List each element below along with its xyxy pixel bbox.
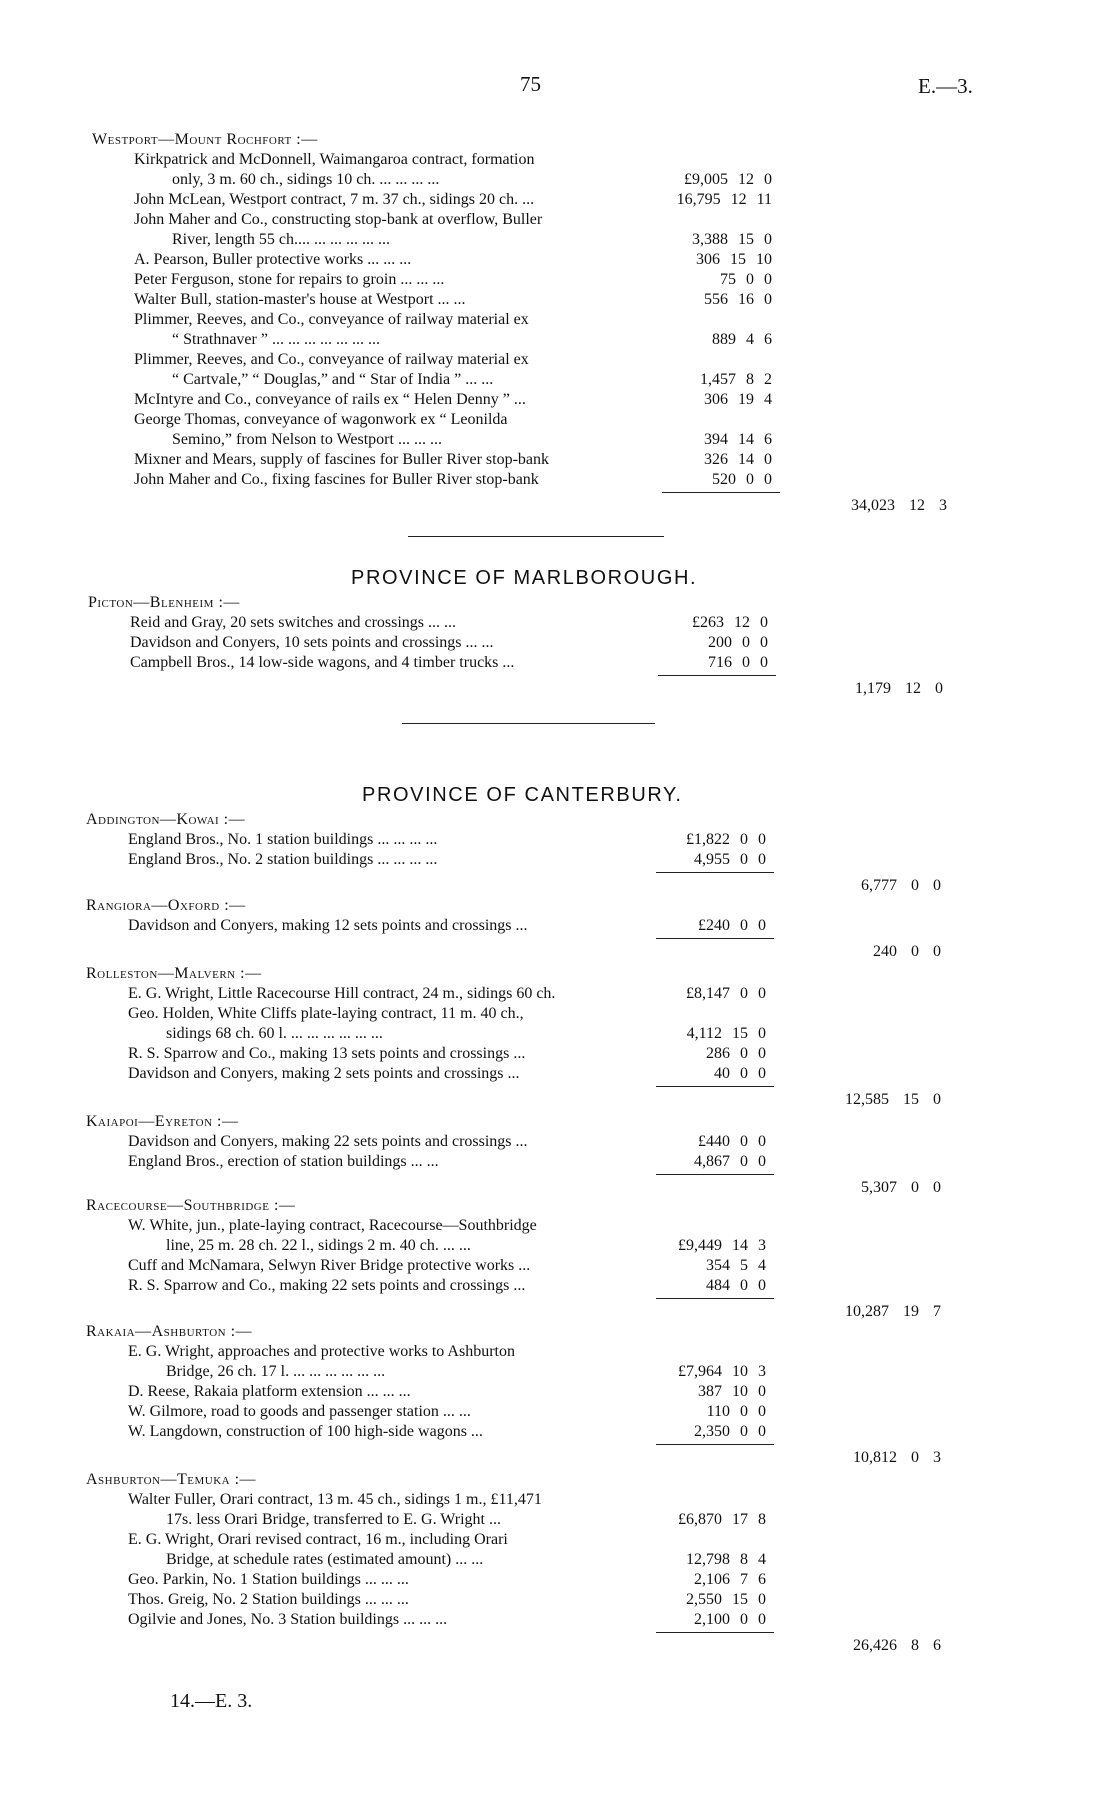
line-item-amount: 2,100 0 0 [694,1611,766,1628]
subtotal-rule [662,492,780,493]
subtotal-rule [656,1444,774,1445]
line-item-amount: 4,955 0 0 [694,851,766,868]
line-item-amount: 1,457 8 2 [700,371,772,388]
line-item-description: John McLean, Westport contract, 7 m. 37 ch., sidings 20 ch. ... [134,191,535,208]
divider-rule [402,723,655,724]
line-item-description: “ Strathnaver ” ... ... ... ... ... ... ... [172,331,380,348]
line-item-amount: 3,388 15 0 [692,231,772,248]
section-total: 26,426 8 6 [853,1637,941,1654]
line-item-amount: 387 10 0 [698,1383,766,1400]
section-total: 6,777 0 0 [861,877,941,894]
line-item-amount: 4,867 0 0 [694,1153,766,1170]
line-item-description: Campbell Bros., 14 low-side wagons, and 4 timber trucks ... [130,654,515,671]
section-total: 10,812 0 3 [853,1449,941,1466]
line-item-description: England Bros., No. 1 station buildings ... ... ... ... [128,831,438,848]
section-total: 12,585 15 0 [845,1091,941,1108]
line-item-amount: 326 14 0 [704,451,772,468]
line-item-description: line, 25 m. 28 ch. 22 l., sidings 2 m. 40 ch. ... ... [166,1237,471,1254]
line-item-description: John Maher and Co., constructing stop-bank at overflow, Buller [134,211,543,228]
line-item-description: Bridge, 26 ch. 17 l. ... ... ... ... ... ... [166,1363,386,1380]
line-item-description: E. G. Wright, Orari revised contract, 16 m., including Orari [128,1531,508,1548]
line-item-description: Walter Fuller, Orari contract, 13 m. 45 ch., sidings 1 m., £11,471 [128,1491,542,1508]
line-item-description: Davidson and Conyers, 10 sets points and crossings ... ... [130,634,494,651]
line-item-amount: 4,112 15 0 [686,1025,766,1042]
line-item-amount: £240 0 0 [698,917,766,934]
line-item-amount: £8,147 0 0 [686,985,766,1002]
line-item-amount: 286 0 0 [706,1045,766,1062]
line-item-amount: 889 4 6 [712,331,772,348]
line-item-description: A. Pearson, Buller protective works ... ... ... [134,251,412,268]
section-title: Rolleston—Malvern :— [86,965,262,982]
line-item-description: E. G. Wright, approaches and protective works to Ashburton [128,1343,515,1360]
line-item-amount: 110 0 0 [706,1403,766,1420]
line-item-description: R. S. Sparrow and Co., making 22 sets points and crossings ... [128,1277,526,1294]
line-item-description: W. Langdown, construction of 100 high-side wagons ... [128,1423,483,1440]
line-item-amount: 716 0 0 [708,654,768,671]
contract-section [92,130,992,514]
line-item-amount: 306 15 10 [696,251,772,268]
line-item-amount: 556 16 0 [704,291,772,308]
contract-section [86,964,986,1108]
line-item-description: 17s. less Orari Bridge, transferred to E. G. Wright ... [166,1511,501,1528]
subtotal-rule [658,675,776,676]
line-item-description: Kirkpatrick and McDonnell, Waimangaroa contract, formation [134,151,535,168]
line-item-amount: 354 5 4 [706,1257,766,1274]
line-item-amount: £7,964 10 3 [678,1363,766,1380]
contract-section [86,1322,986,1466]
line-item-description: Semino,” from Nelson to Westport ... ... ... [172,431,442,448]
contract-section [86,896,986,960]
document-reference: E.—3. [918,74,973,98]
line-item-amount: 2,350 0 0 [694,1423,766,1440]
subtotal-rule [656,1086,774,1087]
contract-section [86,1196,986,1320]
line-item-description: Peter Ferguson, stone for repairs to groin ... ... ... [134,271,445,288]
line-item-description: only, 3 m. 60 ch., sidings 10 ch. ... ... ... ... [172,171,440,188]
line-item-description: Plimmer, Reeves, and Co., conveyance of railway material ex [134,311,529,328]
line-item-description: “ Cartvale,” “ Douglas,” and “ Star of India ” ... ... [172,371,494,388]
line-item-description: Plimmer, Reeves, and Co., conveyance of railway material ex [134,351,529,368]
subtotal-rule [656,1632,774,1633]
line-item-description: River, length 55 ch.... ... ... ... ... ... [172,231,390,248]
line-item-amount: 2,550 15 0 [686,1591,766,1608]
line-item-description: Davidson and Conyers, making 22 sets points and crossings ... [128,1133,528,1150]
line-item-amount: 200 0 0 [708,634,768,651]
line-item-amount: 520 0 0 [712,471,772,488]
line-item-description: R. S. Sparrow and Co., making 13 sets points and crossings ... [128,1045,526,1062]
section-total: 34,023 12 3 [851,497,947,514]
line-item-description: Geo. Parkin, No. 1 Station buildings ... ... ... [128,1571,409,1588]
subtotal-rule [656,872,774,873]
line-item-description: Davidson and Conyers, making 2 sets points and crossings ... [128,1065,520,1082]
contract-section [88,593,988,697]
subtotal-rule [656,1298,774,1299]
line-item-amount: £6,870 17 8 [678,1511,766,1528]
province-heading-canterbury: PROVINCE OF CANTERBURY. [362,784,683,806]
section-title: Addington—Kowai :— [86,811,246,828]
contract-section [86,1112,986,1196]
subtotal-rule [656,938,774,939]
line-item-description: sidings 68 ch. 60 l. ... ... ... ... ... ... [166,1025,383,1042]
line-item-description: McIntyre and Co., conveyance of rails ex “ Helen Denny ” ... [134,391,526,408]
line-item-amount: 16,795 12 11 [676,191,772,208]
section-total: 10,287 19 7 [845,1303,941,1320]
line-item-description: Thos. Greig, No. 2 Station buildings ... ... ... [128,1591,409,1608]
line-item-amount: £9,449 14 3 [678,1237,766,1254]
contract-section [86,1470,986,1654]
section-total: 1,179 12 0 [855,680,943,697]
line-item-amount: £1,822 0 0 [686,831,766,848]
line-item-description: England Bros., erection of station buildings ... ... [128,1153,439,1170]
line-item-description: W. White, jun., plate-laying contract, Racecourse—Southbridge [128,1217,537,1234]
line-item-amount: 394 14 6 [704,431,772,448]
line-item-amount: 484 0 0 [706,1277,766,1294]
section-title: Kaiapoi—Eyreton :— [86,1113,239,1130]
line-item-amount: 40 0 0 [714,1065,766,1082]
section-title: Ashburton—Temuka :— [86,1471,257,1488]
section-total: 5,307 0 0 [861,1179,941,1196]
contract-section [86,810,986,894]
line-item-description: W. Gilmore, road to goods and passenger station ... ... [128,1403,471,1420]
section-total: 240 0 0 [873,943,941,960]
line-item-description: Ogilvie and Jones, No. 3 Station buildings ... ... ... [128,1611,448,1628]
line-item-description: England Bros., No. 2 station buildings ... ... ... ... [128,851,438,868]
line-item-description: George Thomas, conveyance of wagonwork ex “ Leonilda [134,411,508,428]
line-item-amount: 2,106 7 6 [694,1571,766,1588]
section-title: Rangiora—Oxford :— [86,897,246,914]
province-heading-marlborough: PROVINCE OF MARLBOROUGH. [351,567,698,589]
section-title: Picton—Blenheim :— [88,594,240,611]
line-item-description: Cuff and McNamara, Selwyn River Bridge protective works ... [128,1257,531,1274]
line-item-description: E. G. Wright, Little Racecourse Hill contract, 24 m., sidings 60 ch. [128,985,556,1002]
line-item-description: Reid and Gray, 20 sets switches and crossings ... ... [130,614,457,631]
line-item-amount: £440 0 0 [698,1133,766,1150]
line-item-description: Davidson and Conyers, making 12 sets points and crossings ... [128,917,528,934]
divider-rule [408,536,664,537]
line-item-description: Walter Bull, station-master's house at Westport ... ... [134,291,466,308]
line-item-amount: 306 19 4 [704,391,772,408]
footer-reference: 14.—E. 3. [170,1690,253,1712]
line-item-description: Mixner and Mears, supply of fascines for Buller River stop-bank [134,451,550,468]
section-title: Racecourse—Southbridge :— [86,1197,296,1214]
line-item-amount: £263 12 0 [692,614,768,631]
line-item-description: Bridge, at schedule rates (estimated amount) ... ... [166,1551,484,1568]
line-item-description: D. Reese, Rakaia platform extension ... ... ... [128,1383,411,1400]
line-item-description: John Maher and Co., fixing fascines for Buller River stop-bank [134,471,539,488]
page-number: 75 [520,72,541,96]
subtotal-rule [656,1174,774,1175]
line-item-amount: £9,005 12 0 [684,171,772,188]
line-item-description: Geo. Holden, White Cliffs plate-laying contract, 11 m. 40 ch., [128,1005,524,1022]
line-item-amount: 12,798 8 4 [686,1551,766,1568]
section-title: Westport—Mount Rochfort :— [92,131,318,148]
line-item-amount: 75 0 0 [720,271,772,288]
section-title: Rakaia—Ashburton :— [86,1323,253,1340]
